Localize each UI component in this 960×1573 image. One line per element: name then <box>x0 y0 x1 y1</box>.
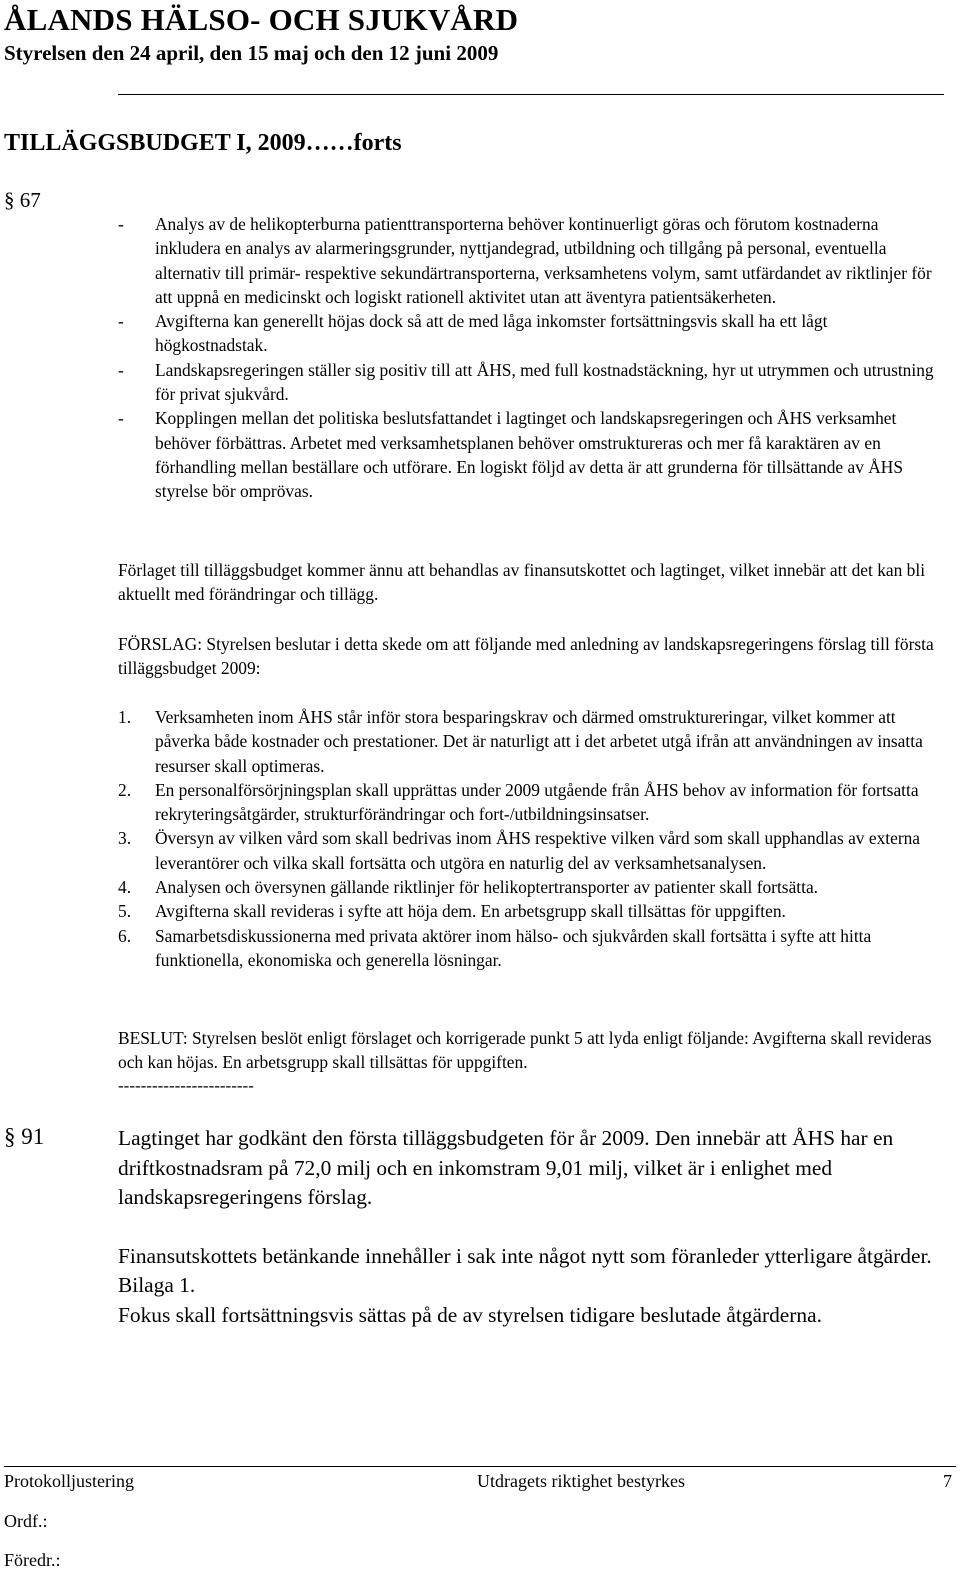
proposal-number: 2. <box>118 779 132 800</box>
organization-title: ÅLANDS HÄLSO- OCH SJUKVÅRD <box>4 2 519 37</box>
bullet-text: Avgifterna kan generellt höjas dock så att de med låga inkomster fortsättningsvis skall ha ett lågt högkostnadstak. <box>155 311 828 356</box>
bullet-text: Landskapsregeringen ställer sig positiv till att ÅHS, med full kostnadstäckning, hyr ut utrymmen och utrustning för privat sjukvård. <box>155 359 934 405</box>
proposal-intro: FÖRSLAG: Styrelsen beslutar i detta skede om att följande med anledning av landskapsregeringens förslag till första tilläggsbudget 2009: <box>118 634 934 679</box>
proposal-list <box>118 705 951 972</box>
dash-marker: - <box>118 214 124 234</box>
proposal-item <box>118 875 951 899</box>
proposal-item <box>118 705 951 778</box>
bullet-item <box>118 406 944 503</box>
section91-para2: Finansutskottets betänkande innehåller i sak inte något nytt som föranleder ytterligare åtgärder. Bilaga 1. <box>118 1243 932 1297</box>
proposal-text: En personalförsörjningsplan skall upprättas under 2009 utgående från ÅHS behov av information för fortsatta rekryteringsåtgärder, strukturförändringar och fort-/utbildningsinsatser. <box>155 779 919 825</box>
separator-line: ------------------------ <box>118 1076 254 1095</box>
footer-certification: Utdragets riktighet bestyrkes <box>477 1471 685 1491</box>
page-number: 7 <box>943 1471 952 1491</box>
paragraph-number-67: § 67 <box>4 188 41 212</box>
section-title: TILLÄGGSBUDGET I, 2009……forts <box>4 130 402 156</box>
bullet-item <box>118 309 944 358</box>
proposal-text: Avgifterna skall revideras i syfte att höja dem. En arbetsgrupp skall tillsättas för uppgiften. <box>155 901 786 922</box>
bullet-item <box>118 358 944 407</box>
section91-text <box>118 1124 948 1330</box>
footer-chairman: Ordf.: <box>4 1511 48 1531</box>
paragraph-number-91: § 91 <box>4 1124 45 1149</box>
proposal-item <box>118 899 951 923</box>
proposal-text: Verksamheten inom ÅHS står inför stora besparingskrav och därmed omstruktureringar, vilket kommer att påverka både kostnader och prestationer. Det är naturligt att i det arbetet utgå ifrån att användningen av insatta resurser skall optimeras. <box>155 707 923 776</box>
proposal-number: 3. <box>118 828 132 849</box>
decision: BESLUT: Styrelsen beslöt enligt förslaget och korrigerade punkt 5 att lyda enligt följande: Avgifterna skall revideras och kan höjas. En arbetsgrupp skall tillsättas för uppgiften. <box>118 1028 932 1073</box>
header-rule <box>118 94 944 95</box>
proposal-number: 1. <box>118 707 132 727</box>
proposal-item <box>118 826 951 875</box>
dash-marker: - <box>118 311 124 332</box>
bullet-item <box>118 212 944 309</box>
footer-protocol-check: Protokolljustering <box>4 1471 134 1491</box>
proposal-text: Översyn av vilken vård som skall bedrivas inom ÅHS respektive vilken vård som skall upphandlas av externa leverantörer och vilka skall fortsätta och utgöra en naturlig del av verksamhetsanalysen. <box>155 828 921 873</box>
bullet-list <box>118 212 944 504</box>
footer-rule <box>4 1466 956 1467</box>
proposal-number: 5. <box>118 901 132 922</box>
proposal-text: Analysen och översynen gällande riktlinjer för helikoptertransporter av patienter skall fortsätta. <box>155 877 819 898</box>
proposal-number: 6. <box>118 925 132 946</box>
proposal-item <box>118 778 951 827</box>
proposal-text: Samarbetsdiskussionerna med privata aktörer inom hälso- och sjukvården skall fortsätta i syfte att hitta funktionella, ekonomiska och generella lösningar. <box>155 925 872 970</box>
section91-para1: Lagtinget har godkänt den första tilläggsbudgeten för år 2009. Den innebär att ÅHS har en driftkostnadsram på 72,0 milj och en inkomstram 9,01 milj, vilket är i enlighet med landskapsregeringens förslag. <box>118 1126 894 1209</box>
dash-marker: - <box>118 408 124 429</box>
bullet-text: Analys av de helikopterburna patienttransporterna behöver kontinuerligt göras och förutom kostnaderna inkludera en analys av alarmeringsgrunder, nyttjandegrad, utbildning och tillgång på personal, eventuella alternativ till primär- respektive sekundärtransporterna, verksamhetens volym, samt utfärdandet av riktlinjer för att uppnå en medicinskt och logiskt rationell aktivitet utan att äventyra patientsäkerheten. <box>155 214 932 307</box>
section91-para3: Fokus skall fortsättningsvis sättas på de av styrelsen tidigare beslutade åtgärderna. <box>118 1302 822 1327</box>
proposal-item <box>118 924 951 973</box>
bullet-text: Kopplingen mellan det politiska beslutsfattandet i lagtinget och landskapsregeringen och ÅHS verksamhet behöver förbättras. Arbetet med verksamhetsplanen behöver omstruktureras och mer få karaktären av en förhandling mellan beställare och utförare. En logiskt följd av detta är att grunderna för tillsättande av ÅHS styrelse bör omprövas. <box>155 408 904 502</box>
budget-paragraph: Förlaget till tilläggsbudget kommer ännu att behandlas av finansutskottet och lagtinget, vilket innebär att det kan bli aktuellt med förändringar och tillägg. <box>118 560 926 605</box>
dash-marker: - <box>118 359 124 380</box>
meeting-dates: Styrelsen den 24 april, den 15 maj och den 12 juni 2009 <box>4 41 499 65</box>
proposal-number: 4. <box>118 877 132 898</box>
footer-presenter: Föredr.: <box>4 1550 61 1570</box>
